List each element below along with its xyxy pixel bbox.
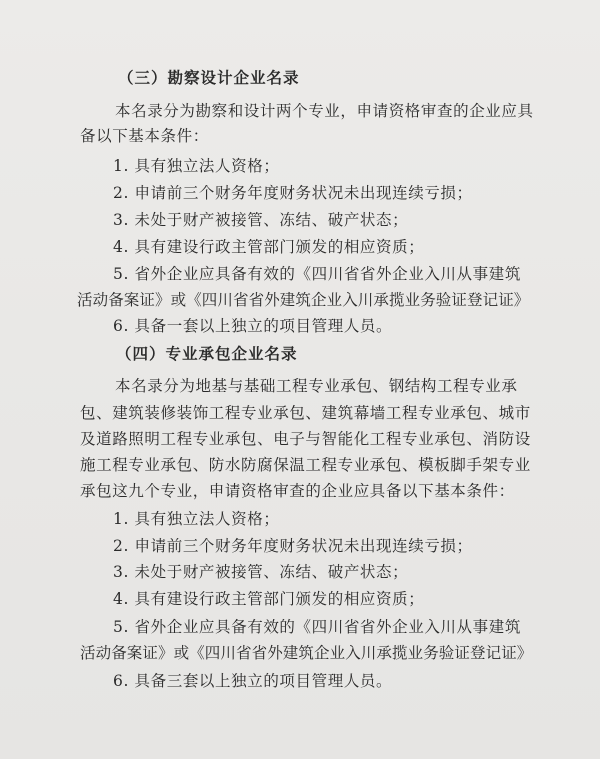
section4-intro-line3: 及道路照明工程专业承包、电子与智能化工程专业承包、消防设 — [80, 430, 531, 448]
section4-item-3: 3. 未处于财产被接管、冻结、破产状态； — [113, 563, 409, 581]
section3-item-2: 2. 申请前三个财务年度财务状况未出现连续亏损； — [113, 184, 473, 202]
section4-item-5-cont: 活动备案证》或《四川省省外建筑企业入川承揽业务验证登记证》 — [80, 644, 533, 662]
section4-intro-line4: 施工程专业承包、防水防腐保温工程专业承包、模板脚手架专业 — [80, 456, 531, 474]
section4-item-5: 5. 省外企业应具备有效的《四川省省外企业入川从事建筑 — [113, 618, 521, 636]
section4-intro-line2: 包、建筑装修装饰工程专业承包、建筑幕墙工程专业承包、城市 — [80, 404, 531, 422]
section4-heading: （四）专业承包企业名录 — [116, 344, 298, 363]
section3-heading: （三）勘察设计企业名录 — [118, 68, 300, 87]
section4-item-2: 2. 申请前三个财务年度财务状况未出现连续亏损； — [113, 537, 473, 555]
section4-item-4: 4. 具有建设行政主管部门颁发的相应资质； — [113, 590, 425, 608]
section4-intro-line1: 本名录分为地基与基础工程专业承包、钢结构工程专业承 — [115, 377, 518, 395]
section4-item-6: 6. 具备三套以上独立的项目管理人员。 — [113, 672, 393, 690]
section3-intro-line1: 本名录分为勘察和设计两个专业，申请资格审查的企业应具 — [115, 102, 534, 120]
section3-item-4: 4. 具有建设行政主管部门颁发的相应资质； — [113, 238, 425, 256]
section4-item-1: 1. 具有独立法人资格； — [113, 510, 280, 528]
section4-intro-line5: 承包这九个专业，申请资格审查的企业应具备以下基本条件： — [80, 482, 515, 500]
section3-item-1: 1. 具有独立法人资格； — [113, 157, 280, 175]
section3-intro-line2: 备以下基本条件： — [80, 127, 209, 145]
section3-item-6: 6. 具备一套以上独立的项目管理人员。 — [113, 317, 393, 335]
section3-item-5-cont: 活动备案证》或《四川省省外建筑企业入川承揽业务验证登记证》 — [77, 291, 530, 309]
section3-item-3: 3. 未处于财产被接管、冻结、破产状态； — [113, 211, 409, 229]
section3-item-5: 5. 省外企业应具备有效的《四川省省外企业入川从事建筑 — [113, 265, 521, 283]
